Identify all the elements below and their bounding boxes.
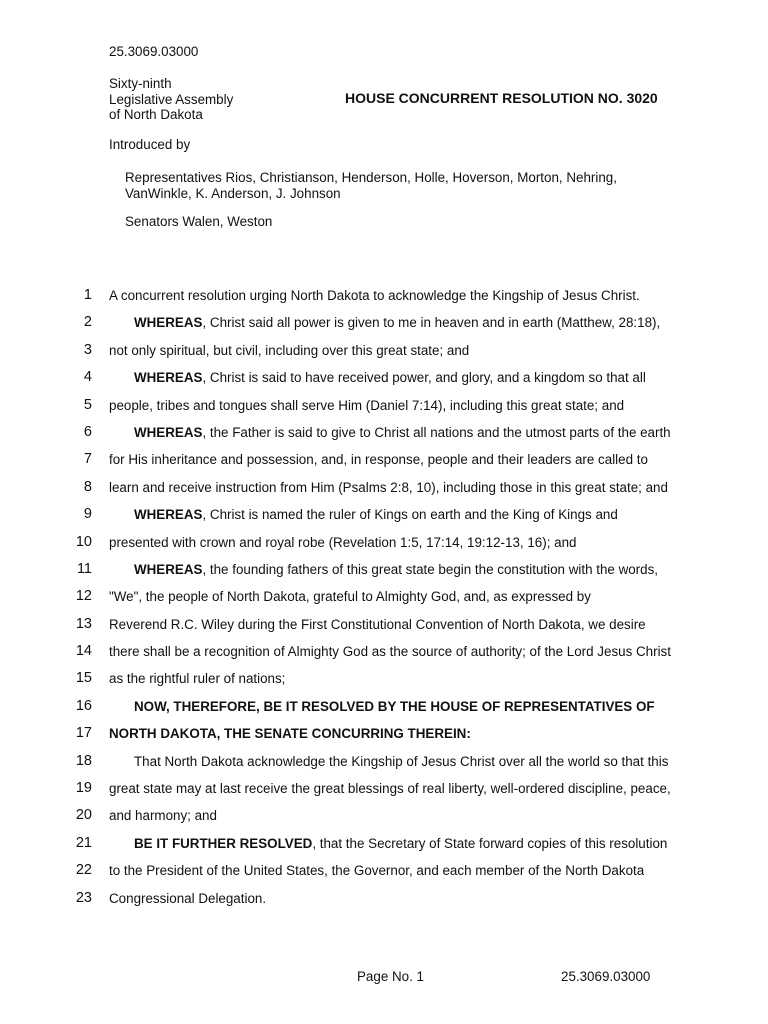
line-number: 15	[75, 670, 92, 687]
resolution-line	[0, 748, 768, 775]
assembly-line: Legislative Assembly	[109, 91, 234, 107]
resolution-line	[0, 830, 768, 857]
line-number: 22	[75, 862, 92, 879]
resolution-line	[0, 802, 768, 829]
line-body-text: , Christ is said to have received power, and glory, and a kingdom so that all	[202, 370, 646, 386]
line-body-text: Congressional Delegation.	[109, 890, 267, 906]
line-text	[134, 556, 658, 583]
line-text	[134, 419, 671, 446]
line-text	[134, 309, 660, 336]
line-text	[109, 611, 646, 638]
line-body-text: That North Dakota acknowledge the Kingship of Jesus Christ over all the world so that this	[134, 753, 669, 769]
assembly-block	[109, 76, 233, 123]
resolution-line	[0, 857, 768, 884]
line-number: 4	[83, 369, 92, 386]
representatives-block	[125, 170, 617, 201]
resolution-line	[0, 392, 768, 419]
line-number: 2	[83, 314, 92, 331]
resolution-body	[0, 282, 768, 912]
line-body-text: , that the Secretary of State forward copies of this resolution	[312, 835, 668, 851]
senators-line: Senators Walen, Weston	[125, 214, 273, 229]
line-number: 8	[83, 478, 92, 495]
line-number: 11	[76, 560, 92, 577]
resolution-line	[0, 474, 768, 501]
line-text	[109, 529, 576, 556]
line-body-text: "We", the people of North Dakota, grateful to Almighty God, and, as expressed by	[109, 589, 591, 605]
bold-keyword: BE IT FURTHER RESOLVED	[134, 835, 313, 851]
bold-keyword: NORTH DAKOTA, THE SENATE CONCURRING THEREIN:	[109, 726, 471, 742]
line-body-text: not only spiritual, but civil, including over this great state; and	[109, 342, 470, 358]
line-body-text: and harmony; and	[109, 808, 217, 824]
line-text	[134, 501, 618, 528]
line-text	[134, 830, 667, 857]
line-body-text: , the founding fathers of this great state begin the constitution with the words,	[202, 561, 659, 577]
line-text	[109, 282, 640, 309]
line-body-text: learn and receive instruction from Him (Psalms 2:8, 10), including those in this great state; and	[109, 479, 668, 495]
line-body-text: , Christ said all power is given to me in heaven and in earth (Matthew, 28:18),	[202, 315, 661, 331]
resolution-line	[0, 720, 768, 747]
line-number: 19	[75, 780, 92, 797]
line-body-text: , the Father is said to give to Christ all nations and the utmost parts of the earth	[202, 424, 671, 440]
line-number: 14	[75, 643, 92, 660]
line-number: 20	[75, 807, 92, 824]
line-text	[109, 720, 471, 747]
resolution-line	[0, 309, 768, 336]
line-body-text: Reverend R.C. Wiley during the First Constitutional Convention of North Dakota, we desire	[109, 616, 646, 632]
line-body-text: presented with crown and royal robe (Revelation 1:5, 17:14, 19:12-13, 16); and	[109, 534, 577, 550]
document-id-top: 25.3069.03000	[109, 44, 199, 59]
line-text	[109, 583, 591, 610]
line-number: 16	[75, 697, 92, 714]
resolution-line	[0, 583, 768, 610]
line-number: 9	[83, 506, 92, 523]
line-body-text: as the rightful ruler of nations;	[109, 671, 286, 687]
line-number: 12	[75, 588, 92, 605]
resolution-line	[0, 693, 768, 720]
assembly-line: Sixty-ninth	[109, 76, 172, 91]
line-text	[134, 748, 668, 775]
line-text	[109, 638, 671, 665]
bold-keyword: WHEREAS	[134, 315, 203, 331]
page-number: Page No. 1	[357, 969, 424, 984]
line-text	[109, 775, 671, 802]
line-number: 13	[75, 615, 92, 632]
line-number: 3	[83, 341, 92, 358]
line-number: 23	[75, 889, 92, 906]
line-body-text: A concurrent resolution urging North Dakota to acknowledge the Kingship of Jesus Christ.	[109, 288, 640, 303]
bold-keyword: NOW, THEREFORE, BE IT RESOLVED BY THE HOUSE OF REPRESENTATIVES OF	[134, 698, 655, 714]
bold-keyword: WHEREAS	[134, 424, 203, 440]
bold-keyword: WHEREAS	[134, 507, 203, 523]
resolution-line	[0, 885, 768, 912]
line-number: 7	[83, 451, 92, 468]
resolution-line	[0, 556, 768, 583]
resolution-line	[0, 775, 768, 802]
resolution-line	[0, 611, 768, 638]
resolution-title: HOUSE CONCURRENT RESOLUTION NO. 3020	[345, 90, 658, 106]
line-text	[109, 392, 624, 419]
resolution-line	[0, 337, 768, 364]
assembly-line: of North Dakota	[109, 107, 203, 122]
document-id-footer: 25.3069.03000	[561, 969, 651, 984]
line-text	[134, 364, 646, 391]
line-body-text: there shall be a recognition of Almighty God as the source of authority; of the Lord Jesus Christ	[109, 644, 671, 660]
line-text	[109, 446, 648, 473]
line-body-text: to the President of the United States, the Governor, and each member of the North Dakota	[109, 863, 645, 879]
resolution-line	[0, 665, 768, 692]
line-text	[109, 665, 285, 692]
line-number: 5	[83, 396, 92, 413]
line-text	[109, 885, 266, 912]
line-body-text: for His inheritance and possession, and, in response, people and their leaders are called to	[109, 452, 648, 468]
resolution-line	[0, 446, 768, 473]
resolution-line	[0, 529, 768, 556]
line-text	[109, 474, 668, 501]
line-text	[109, 802, 217, 829]
resolution-line	[0, 419, 768, 446]
resolution-line	[0, 282, 768, 309]
line-number: 1	[83, 287, 92, 303]
line-text	[109, 857, 644, 884]
line-body-text: great state may at last receive the great blessings of real liberty, well-ordered discipline, peace,	[109, 781, 671, 797]
line-number: 6	[83, 423, 92, 440]
introduced-by-label: Introduced by	[109, 137, 191, 152]
resolution-line	[0, 638, 768, 665]
bold-keyword: WHEREAS	[134, 370, 203, 386]
representatives-line: Representatives Rios, Christianson, Henderson, Holle, Hoverson, Morton, Nehring,	[125, 170, 617, 185]
line-number: 10	[75, 533, 92, 550]
line-text	[134, 693, 655, 720]
bold-keyword: WHEREAS	[134, 561, 203, 577]
line-number: 21	[75, 834, 92, 851]
line-text	[109, 337, 469, 364]
resolution-line	[0, 501, 768, 528]
line-number: 17	[75, 725, 92, 742]
line-body-text: , Christ is named the ruler of Kings on earth and the King of Kings and	[202, 507, 618, 523]
resolution-line	[0, 364, 768, 391]
representatives-line: VanWinkle, K. Anderson, J. Johnson	[125, 185, 341, 201]
line-body-text: people, tribes and tongues shall serve Him (Daniel 7:14), including this great state; and	[109, 397, 625, 413]
line-number: 18	[75, 752, 92, 769]
